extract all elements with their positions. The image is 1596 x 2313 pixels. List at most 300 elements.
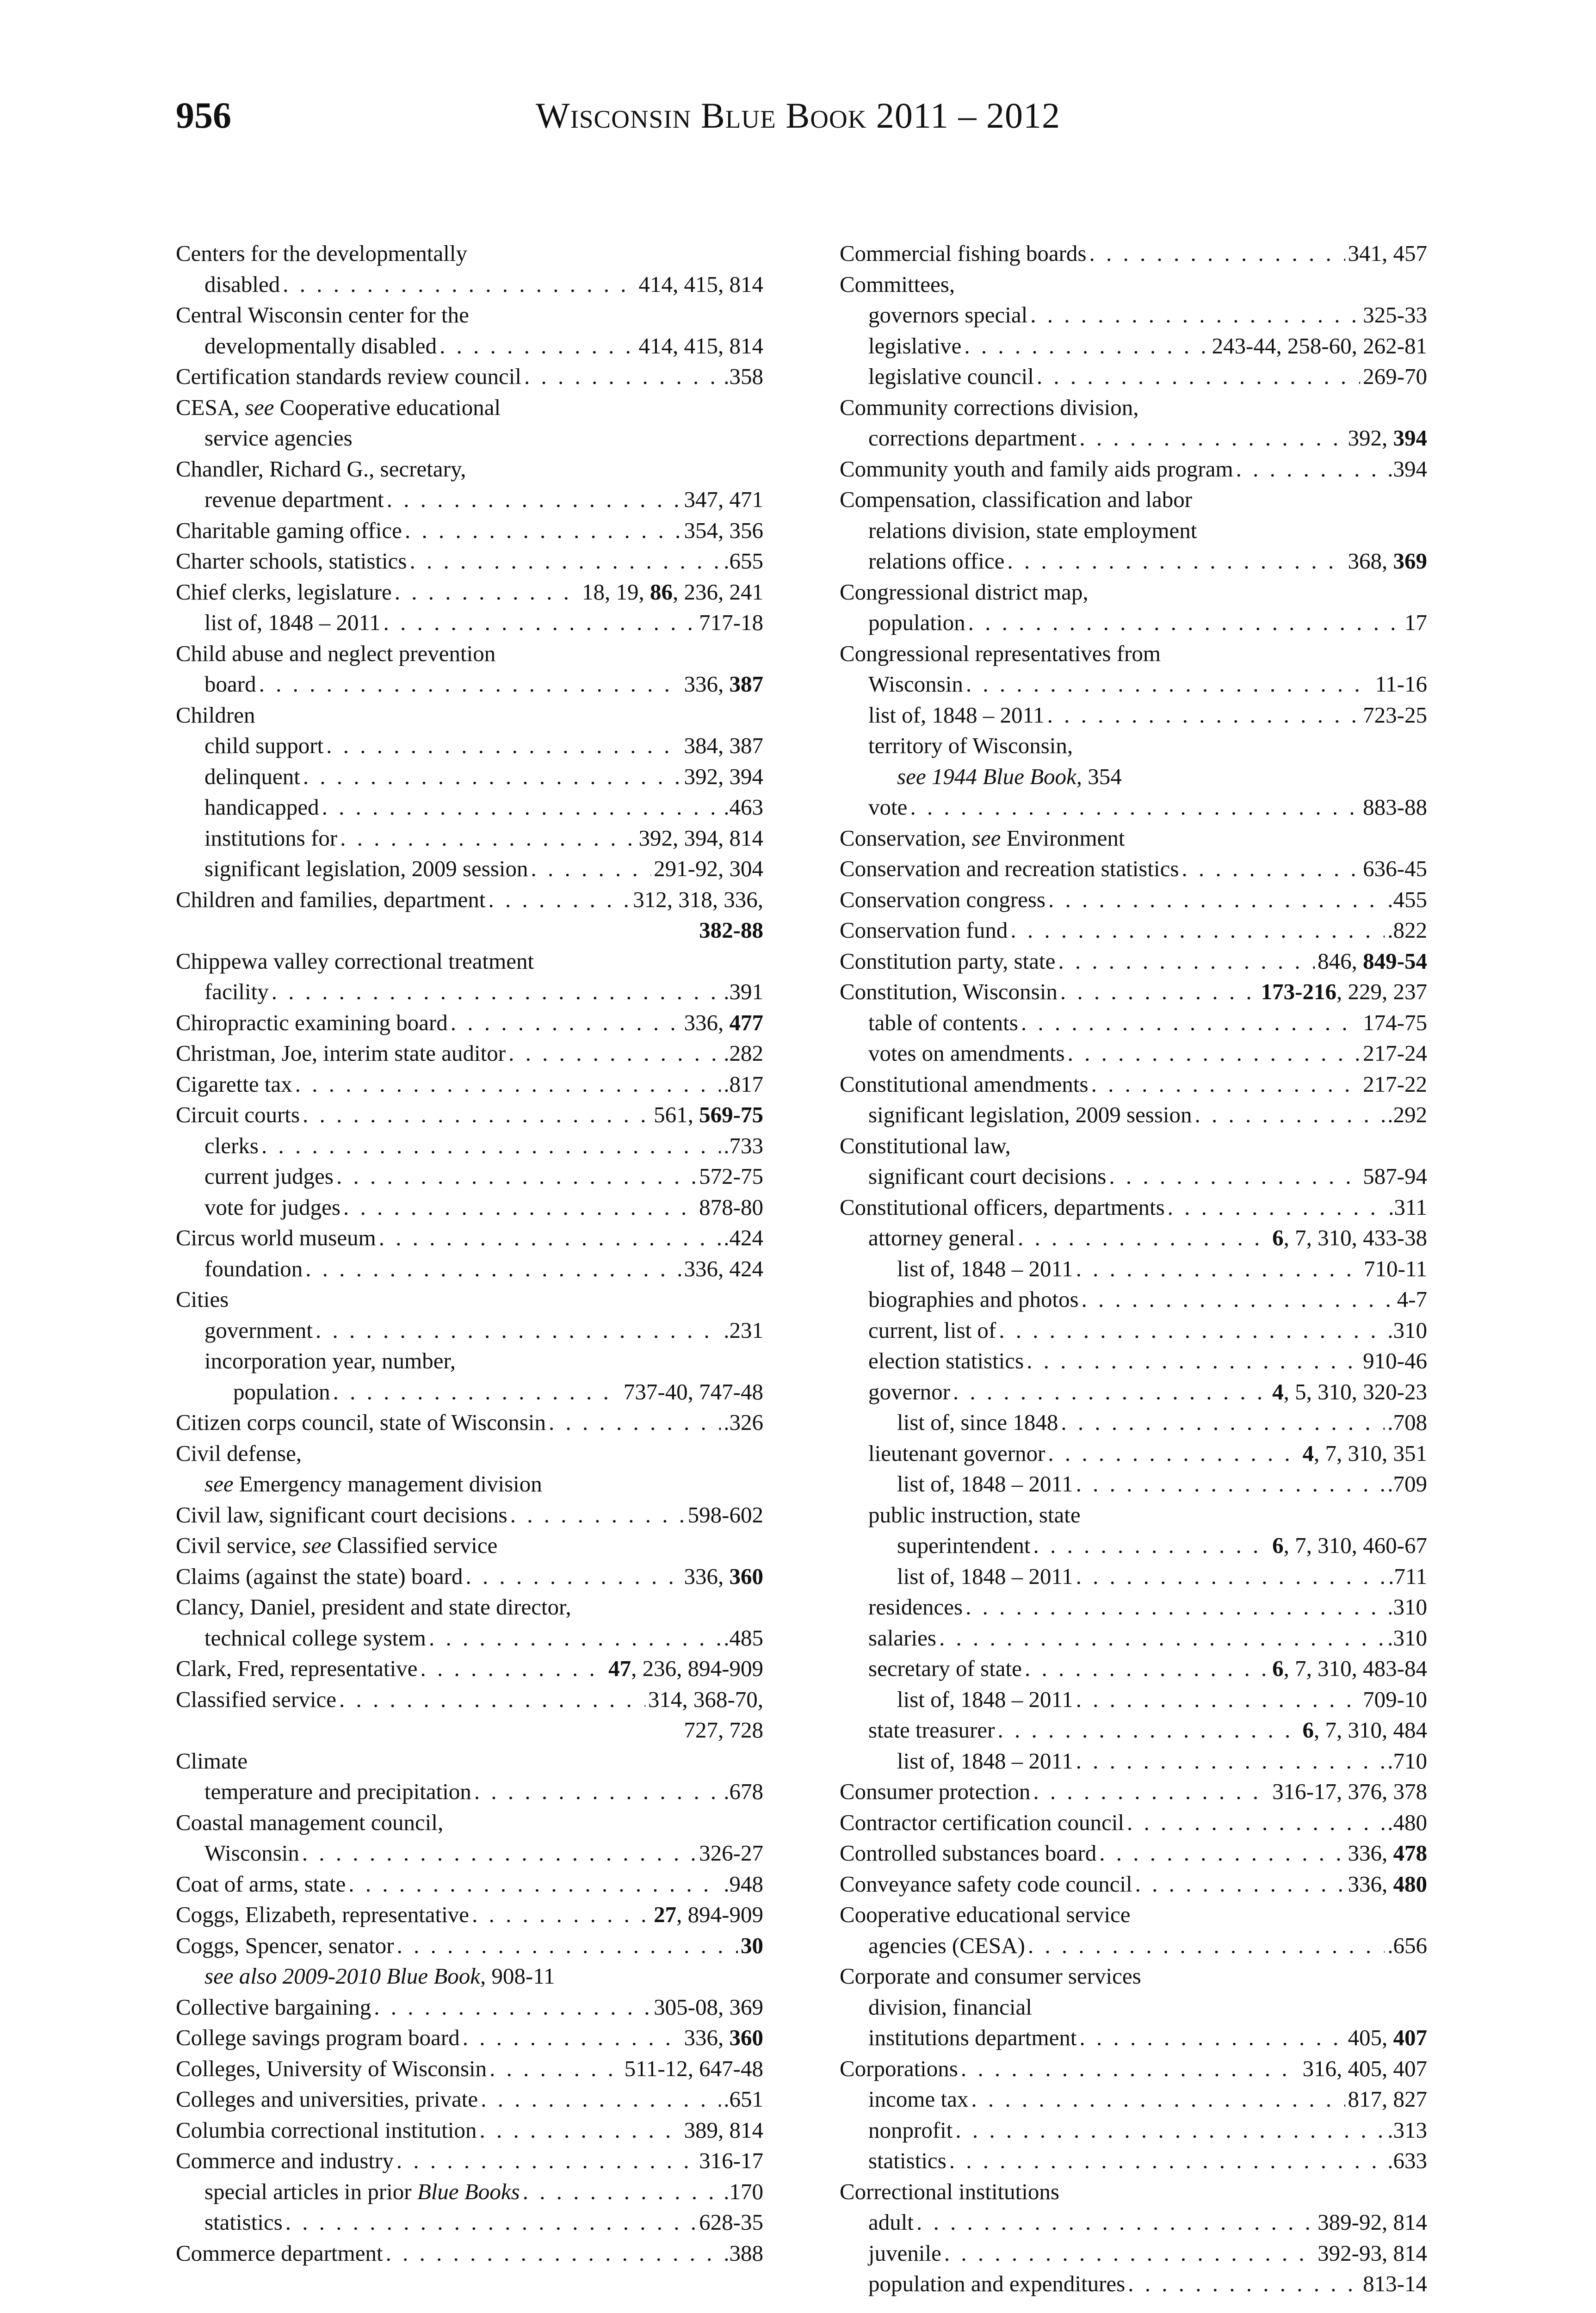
index-term: significant legislation, 2009 session	[204, 856, 528, 881]
index-term: developmentally disabled	[204, 333, 437, 359]
index-entry-line	[840, 761, 1427, 792]
index-term: state treasurer	[868, 1717, 995, 1743]
index-term: nonprofit	[868, 2117, 953, 2143]
index-entry	[840, 2238, 1427, 2269]
index-term: Coat of arms, state	[176, 1871, 346, 1897]
index-entry	[840, 1807, 1427, 1838]
index-entry	[176, 300, 763, 361]
index-entry	[840, 392, 1427, 454]
index-entry	[840, 1223, 1427, 1254]
index-term: temperature and precipitation	[204, 1779, 471, 1804]
index-page-refs: .311	[1388, 1194, 1427, 1220]
index-term: salaries	[868, 1625, 936, 1651]
index-page-refs: 572-75	[699, 1163, 763, 1189]
index-entry	[840, 946, 1427, 977]
index-entry	[176, 1930, 763, 1992]
index-page-refs: 4, 5, 310, 320-23	[1272, 1379, 1427, 1404]
index-term: Chief clerks, legislature	[176, 579, 392, 605]
index-term: Colleges, University of Wisconsin	[176, 2055, 487, 2081]
index-term: Constitutional officers, departments	[840, 1194, 1165, 1220]
index-entry-line	[840, 1131, 1427, 1162]
index-term: list of, 1848 – 2011	[897, 1471, 1073, 1497]
index-term: Colleges and universities, private	[176, 2086, 478, 2112]
index-entry-line	[176, 484, 763, 515]
dot-leader	[1195, 1100, 1385, 1131]
index-entry-line	[840, 1807, 1427, 1838]
dot-leader	[336, 1161, 696, 1192]
index-entry-line	[840, 1653, 1427, 1684]
index-term: technical college system	[204, 1625, 426, 1651]
dot-leader	[295, 1069, 721, 1100]
index-term: incorporation year, number,	[204, 1348, 456, 1373]
index-entry-line	[176, 792, 763, 823]
index-page-refs: 587-94	[1363, 1163, 1427, 1189]
index-entry	[176, 1438, 763, 1500]
index-entry	[176, 2053, 763, 2084]
index-term: institutions department	[868, 2025, 1077, 2050]
index-entry-line	[176, 823, 763, 854]
index-entry	[176, 1407, 763, 1438]
index-entry-line	[840, 1838, 1427, 1869]
dot-leader	[1076, 1746, 1385, 1777]
index-entry	[840, 1500, 1427, 1561]
index-term: Civil defense,	[176, 1440, 302, 1466]
index-page-refs: 174-75	[1363, 1009, 1427, 1035]
index-term: Congressional district map,	[840, 579, 1089, 605]
index-entry	[176, 1131, 763, 1162]
index-page-refs: 6, 7, 310, 460-67	[1272, 1533, 1427, 1558]
index-entry-line	[840, 269, 1427, 300]
index-term: see also 2009-2010 Blue Book, 908-11	[204, 1963, 555, 1989]
index-term: adult	[868, 2209, 914, 2235]
index-entry-line	[176, 730, 763, 761]
index-entry	[176, 1746, 763, 1777]
index-term: facility	[204, 979, 269, 1004]
index-entry	[176, 546, 763, 577]
dot-leader	[1021, 1008, 1360, 1039]
index-entry	[176, 638, 763, 700]
index-entry-line	[176, 1346, 763, 1377]
index-entry-continuation	[176, 1715, 763, 1746]
index-entry	[176, 1284, 763, 1315]
index-entry-line	[176, 1653, 763, 1684]
index-page-refs: 910-46	[1363, 1348, 1427, 1373]
index-term: agencies (CESA)	[868, 1932, 1025, 1958]
index-entry-line	[176, 700, 763, 731]
index-entry-line	[176, 977, 763, 1008]
index-entry	[176, 853, 763, 884]
index-entry	[840, 1254, 1427, 1285]
index-page-refs: 392, 394	[684, 763, 763, 789]
index-term: Commercial fishing boards	[840, 241, 1087, 266]
index-term: Congressional representatives from	[840, 640, 1161, 666]
index-entry-line	[840, 946, 1427, 977]
index-entry-line	[176, 1069, 763, 1100]
dot-leader	[480, 2115, 681, 2146]
index-term: handicapped	[204, 794, 319, 820]
index-entry	[840, 1653, 1427, 1684]
index-term: Classified service	[176, 1686, 336, 1712]
index-page-refs: 17	[1404, 610, 1427, 635]
index-page-refs: .678	[724, 1779, 763, 1804]
dot-leader	[1033, 1776, 1269, 1807]
index-term: division, financial	[868, 1994, 1032, 2020]
dot-leader	[283, 269, 636, 300]
index-entry-line	[176, 1776, 763, 1807]
index-page-refs: 269-70	[1363, 364, 1427, 389]
dot-leader	[340, 823, 636, 854]
index-term: biographies and photos	[868, 1286, 1079, 1312]
dot-leader	[1076, 1254, 1361, 1285]
index-term: Cities	[176, 1286, 229, 1312]
index-term: Contractor certification council	[840, 1809, 1124, 1835]
index-term: Circuit courts	[176, 1102, 300, 1127]
index-entry-line	[176, 1008, 763, 1039]
dot-leader	[387, 484, 681, 515]
index-entry-line	[840, 454, 1427, 485]
index-entry-line	[840, 1315, 1427, 1346]
dot-leader	[339, 1684, 645, 1715]
index-entry	[176, 515, 763, 546]
index-term: Commerce department	[176, 2240, 383, 2266]
index-page-refs: 561, 569-75	[654, 1102, 763, 1127]
index-entry-line	[176, 1530, 763, 1561]
dot-leader	[1236, 454, 1385, 485]
index-entry-line	[176, 1838, 763, 1869]
index-page-refs: .480	[1387, 1809, 1427, 1835]
index-entry-line	[840, 238, 1427, 269]
dot-leader	[1068, 1038, 1361, 1069]
index-entry	[840, 1407, 1427, 1438]
dot-leader	[348, 1869, 721, 1900]
index-page-refs: 392, 394, 814	[638, 825, 763, 851]
index-entry	[176, 607, 763, 638]
dot-leader	[315, 1315, 721, 1346]
index-entry	[176, 238, 763, 300]
index-page-refs: 389, 814	[684, 2117, 763, 2143]
index-entry-line	[176, 1254, 763, 1285]
dot-leader	[259, 669, 681, 700]
dot-leader	[1076, 1469, 1385, 1500]
index-term: Children	[176, 702, 255, 728]
index-entry-line	[176, 1899, 763, 1930]
running-title: Wisconsin Blue Book 2011 – 2012	[536, 95, 1060, 136]
index-entry-line	[176, 269, 763, 300]
index-page-refs: .656	[1387, 1932, 1427, 1958]
index-page-refs: 27, 894-909	[654, 1902, 763, 1927]
index-entry-line	[840, 361, 1427, 392]
dot-leader	[429, 1623, 721, 1654]
dot-leader	[326, 730, 681, 761]
dot-leader	[971, 2084, 1345, 2115]
index-entry	[840, 1346, 1427, 1377]
index-page-refs: .310	[1387, 1317, 1427, 1343]
index-term: Clancy, Daniel, president and state director,	[176, 1594, 571, 1620]
index-term: legislative	[868, 333, 962, 359]
index-entry-line	[840, 1715, 1427, 1746]
page-number: 956	[176, 95, 231, 136]
dot-leader	[1033, 1530, 1269, 1561]
index-entry	[176, 2084, 763, 2115]
index-entry	[176, 1161, 763, 1192]
index-term: relations division, state employment	[868, 517, 1197, 543]
index-term: lieutenant governor	[868, 1440, 1045, 1466]
index-entry-line	[840, 1561, 1427, 1592]
index-entry-continuation	[176, 915, 763, 946]
index-term: governor	[868, 1379, 950, 1404]
dot-leader	[1089, 238, 1345, 269]
index-page-refs: 243-44, 258-60, 262-81	[1212, 333, 1427, 359]
index-term: Conveyance safety code council	[840, 1871, 1132, 1897]
dot-leader	[395, 577, 579, 608]
index-entry	[840, 1315, 1427, 1346]
index-entry-line	[840, 1100, 1427, 1131]
index-term: Constitutional amendments	[840, 1071, 1089, 1097]
index-term: clerks	[204, 1132, 259, 1158]
index-page-refs: .358	[724, 364, 763, 389]
dot-leader	[343, 1192, 696, 1223]
dot-leader	[961, 2053, 1300, 2084]
index-page-refs: 336, 480	[1348, 1871, 1427, 1897]
index-entry-line	[176, 2115, 763, 2146]
index-entry	[840, 1684, 1427, 1715]
index-page-refs: 217-24	[1363, 1040, 1427, 1066]
index-entry	[176, 2238, 763, 2269]
index-page-refs: .282	[724, 1040, 763, 1066]
dot-leader	[1007, 546, 1345, 577]
index-entry	[176, 2022, 763, 2053]
index-term: territory of Wisconsin,	[868, 733, 1073, 758]
index-entry-line	[840, 515, 1427, 546]
index-term: Cooperative educational service	[840, 1902, 1131, 1927]
dot-leader	[379, 1223, 721, 1254]
index-entry-line	[176, 300, 763, 331]
index-entry	[176, 577, 763, 608]
index-term: public instruction, state	[868, 1502, 1081, 1528]
index-page-refs: .655	[724, 548, 763, 574]
index-page-refs: 336, 360	[684, 2025, 763, 2050]
index-entry	[840, 1961, 1427, 2053]
index-entry-line	[176, 546, 763, 577]
index-entry-line	[176, 946, 763, 977]
index-term: Wisconsin	[204, 1840, 299, 1866]
index-page-refs: .709	[1387, 1471, 1427, 1497]
index-entry-line	[840, 2022, 1427, 2053]
index-term: Christman, Joe, interim state auditor	[176, 1040, 506, 1066]
index-page-refs: 382-88	[699, 917, 763, 943]
index-term: election statistics	[868, 1348, 1024, 1373]
index-term: Coggs, Elizabeth, representative	[176, 1902, 470, 1927]
index-term: Collective bargaining	[176, 1994, 371, 2020]
index-entry	[176, 361, 763, 392]
index-entry	[840, 1746, 1427, 1777]
index-page-refs: 354, 356	[684, 517, 763, 543]
index-entry	[176, 946, 763, 1008]
index-entry	[840, 1100, 1427, 1131]
index-entry	[176, 1100, 763, 1131]
index-page-refs: 405, 407	[1348, 2025, 1427, 2050]
index-entry	[176, 1561, 763, 1592]
index-term: Conservation fund	[840, 917, 1008, 943]
index-entry	[840, 2177, 1427, 2208]
index-entry-line	[176, 361, 763, 392]
dot-leader	[955, 2115, 1385, 2146]
index-page-refs: .708	[1387, 1410, 1427, 1435]
index-entry-line	[840, 1930, 1427, 1961]
index-page-refs: 4-7	[1397, 1286, 1427, 1312]
index-page-refs: 316, 405, 407	[1302, 2055, 1427, 2081]
index-entry-line	[176, 2022, 763, 2053]
index-entry	[840, 1131, 1427, 1192]
index-term: Coggs, Spencer, senator	[176, 1932, 394, 1958]
index-entry	[176, 792, 763, 823]
index-page-refs: .948	[724, 1871, 763, 1897]
index-entry	[840, 331, 1427, 362]
dot-leader	[549, 1407, 721, 1438]
dot-leader	[1048, 1438, 1299, 1469]
dot-leader	[405, 515, 681, 546]
index-entry-line	[840, 2115, 1427, 2146]
index-term: Citizen corps council, state of Wisconsin	[176, 1410, 546, 1435]
index-term: Civil law, significant court decisions	[176, 1502, 507, 1528]
index-entry-line	[840, 1623, 1427, 1654]
index-page-refs: 727, 728	[684, 1717, 763, 1743]
index-entry	[840, 792, 1427, 823]
index-page-refs: 628-35	[699, 2209, 763, 2235]
index-entry	[840, 1069, 1427, 1100]
index-page-refs: 326-27	[699, 1840, 763, 1866]
index-page-refs: .292	[1387, 1102, 1427, 1127]
dot-leader	[1079, 2022, 1345, 2053]
index-page-refs: 709-10	[1363, 1686, 1427, 1712]
index-entry-line	[176, 1561, 763, 1592]
dot-leader	[1027, 1346, 1360, 1377]
index-page-refs: 336, 360	[684, 1563, 763, 1589]
dot-leader	[1099, 1838, 1345, 1869]
index-term: Children and families, department	[176, 886, 486, 912]
index-page-refs: .463	[724, 794, 763, 820]
index-term: income tax	[868, 2086, 969, 2112]
index-term: Wisconsin	[868, 671, 963, 697]
index-term: child support	[204, 733, 324, 758]
index-page-refs: 636-45	[1363, 856, 1427, 881]
index-entry	[176, 1869, 763, 1900]
index-term: corrections department	[868, 425, 1077, 451]
index-entry-line	[840, 1346, 1427, 1377]
index-entry	[840, 915, 1427, 946]
dot-leader	[1109, 1161, 1360, 1192]
index-term: Conservation and recreation statistics	[840, 856, 1179, 881]
index-entry	[840, 2269, 1427, 2300]
dot-leader	[1018, 1223, 1269, 1254]
dot-leader	[1037, 361, 1360, 392]
index-entry	[176, 1653, 763, 1684]
index-page-refs: .388	[724, 2240, 763, 2266]
index-term: Controlled substances board	[840, 1840, 1097, 1866]
index-entry-line	[176, 1746, 763, 1777]
index-entry	[176, 1899, 763, 1930]
index-term: College savings program board	[176, 2025, 460, 2050]
index-entry-line	[840, 915, 1427, 946]
dot-leader	[531, 853, 651, 884]
index-entry-line	[840, 1284, 1427, 1315]
index-term: population and expenditures	[868, 2271, 1126, 2296]
dot-leader	[944, 2238, 1315, 2269]
dot-leader	[451, 1008, 681, 1039]
index-term: Constitutional law,	[840, 1132, 1011, 1158]
index-term: current judges	[204, 1163, 334, 1189]
index-entry-line	[840, 300, 1427, 331]
index-term: attorney general	[868, 1225, 1015, 1250]
index-entry	[176, 1500, 763, 1531]
index-entry-line	[176, 853, 763, 884]
index-term: CESA, see Cooperative educational	[176, 394, 501, 420]
dot-leader	[1025, 1653, 1269, 1684]
index-term: Constitution, Wisconsin	[840, 979, 1058, 1004]
index-entry-line	[840, 823, 1427, 854]
index-entry	[840, 1899, 1427, 1961]
index-entry	[840, 454, 1427, 485]
index-entry-line	[176, 238, 763, 269]
index-entry	[176, 1530, 763, 1561]
dot-leader	[386, 2238, 721, 2269]
index-term: Centers for the developmentally	[176, 241, 467, 266]
index-entry	[176, 1315, 763, 1346]
index-page-refs: 314, 368-70,	[648, 1686, 763, 1712]
index-entry-line	[176, 669, 763, 700]
index-entry	[840, 730, 1427, 792]
dot-leader	[965, 1592, 1385, 1623]
index-entry-line	[176, 1438, 763, 1469]
index-entry	[176, 2177, 763, 2208]
index-entry-line	[176, 1992, 763, 2023]
index-entry-line	[840, 1069, 1427, 1100]
index-column-left	[176, 238, 763, 2269]
index-page-refs: 878-80	[699, 1194, 763, 1220]
index-entry	[840, 1284, 1427, 1315]
index-page-refs: .633	[1387, 2148, 1427, 2173]
index-entry	[176, 1192, 763, 1223]
index-term: statistics	[868, 2148, 946, 2173]
index-page-refs: 341, 457	[1348, 241, 1427, 266]
index-entry-line	[840, 1038, 1427, 1069]
index-entry	[176, 1254, 763, 1285]
dot-leader	[285, 2207, 696, 2238]
index-term: Clark, Fred, representative	[176, 1656, 418, 1681]
index-entry-line	[176, 577, 763, 608]
dot-leader	[1168, 1192, 1386, 1223]
index-entry-line	[840, 2177, 1427, 2208]
index-entry-line	[840, 1254, 1427, 1285]
dot-leader	[1060, 977, 1258, 1008]
dot-leader	[1182, 853, 1360, 884]
index-entry-line	[840, 1961, 1427, 1992]
index-entry-line	[176, 607, 763, 638]
index-page-refs: .310	[1387, 1625, 1427, 1651]
index-page-refs: 336, 424	[684, 1255, 763, 1281]
dot-leader	[1135, 1869, 1345, 1900]
index-entry-line	[176, 1315, 763, 1346]
index-page-refs: 392, 394	[1348, 425, 1427, 451]
dot-leader	[1010, 915, 1385, 946]
index-term: governors special	[868, 302, 1028, 328]
index-page-refs: 414, 415, 814	[638, 271, 763, 297]
index-entry-line	[176, 392, 763, 423]
index-page-refs: .733	[724, 1132, 763, 1158]
index-entry-line	[840, 638, 1427, 669]
index-entry	[840, 638, 1427, 700]
dot-leader	[466, 1561, 681, 1592]
